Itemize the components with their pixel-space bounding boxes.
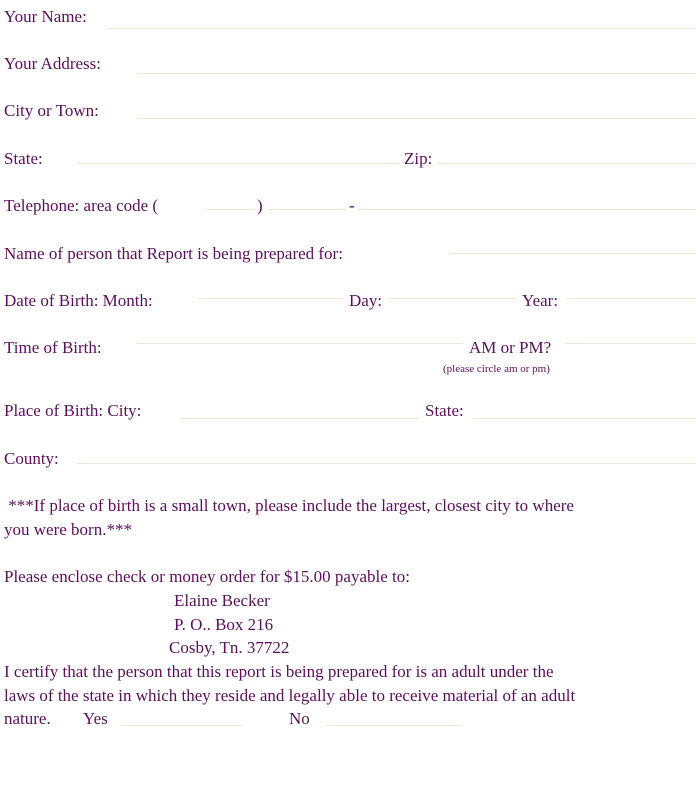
phone-prefix-field[interactable] [268,209,346,210]
name-field[interactable] [108,28,696,29]
telephone-label: Telephone: area code ( [4,196,159,215]
certify-line1: I certify that the person that this report is being prepared for is an adult under the [4,662,554,681]
state-label: State: [4,149,43,168]
tob-label: Time of Birth: [4,338,102,357]
area-code-field[interactable] [205,209,255,210]
payment-instructions: Please enclose check or money order for $15.00 payable to: [4,567,410,586]
name-label: Your Name: [4,7,87,26]
state-field[interactable] [77,163,399,164]
small-town-note-line1: ***If place of birth is a small town, please include the largest, closest city to where [4,496,574,515]
small-town-note-line2: you were born.*** [4,520,132,539]
yes-label: Yes [83,709,108,728]
certify-line2: laws of the state in which they reside and legally able to receive material of an adult [4,686,576,705]
ampm-label: AM or PM? [469,338,552,357]
pob-state-field[interactable] [472,418,696,419]
telephone-close-paren: ) [257,196,263,215]
ampm-field[interactable] [566,343,696,344]
county-field[interactable] [77,463,696,464]
dob-label: Date of Birth: Month: [4,291,153,310]
tob-field[interactable] [137,343,463,344]
payee-city: Cosby, Tn. 37722 [169,638,290,657]
no-field[interactable] [325,725,461,726]
ampm-note: (please circle am or pm) [443,363,550,375]
pob-city-field[interactable] [180,418,419,419]
no-label: No [289,709,310,728]
dob-day-label: Day: [349,291,383,310]
telephone-dash: - [349,196,355,215]
payee-box: P. O.. Box 216 [174,615,274,634]
dob-year-label: Year: [522,291,559,310]
certify-line3: nature. [4,709,51,728]
yes-field[interactable] [120,725,242,726]
pob-state-label: State: [425,401,464,420]
city-label: City or Town: [4,101,99,120]
payee-name: Elaine Becker [174,591,270,610]
phone-number-field[interactable] [358,209,696,210]
city-field[interactable] [137,118,696,119]
dob-month-field[interactable] [197,298,343,299]
report-for-label: Name of person that Report is being prepared for: [4,244,343,263]
address-field[interactable] [137,73,696,74]
dob-day-field[interactable] [388,298,516,299]
pob-label: Place of Birth: City: [4,401,142,420]
zip-field[interactable] [437,163,696,164]
report-for-field[interactable] [450,253,696,254]
dob-year-field[interactable] [567,298,696,299]
county-label: County: [4,449,59,468]
zip-label: Zip: [404,149,433,168]
address-label: Your Address: [4,54,101,73]
